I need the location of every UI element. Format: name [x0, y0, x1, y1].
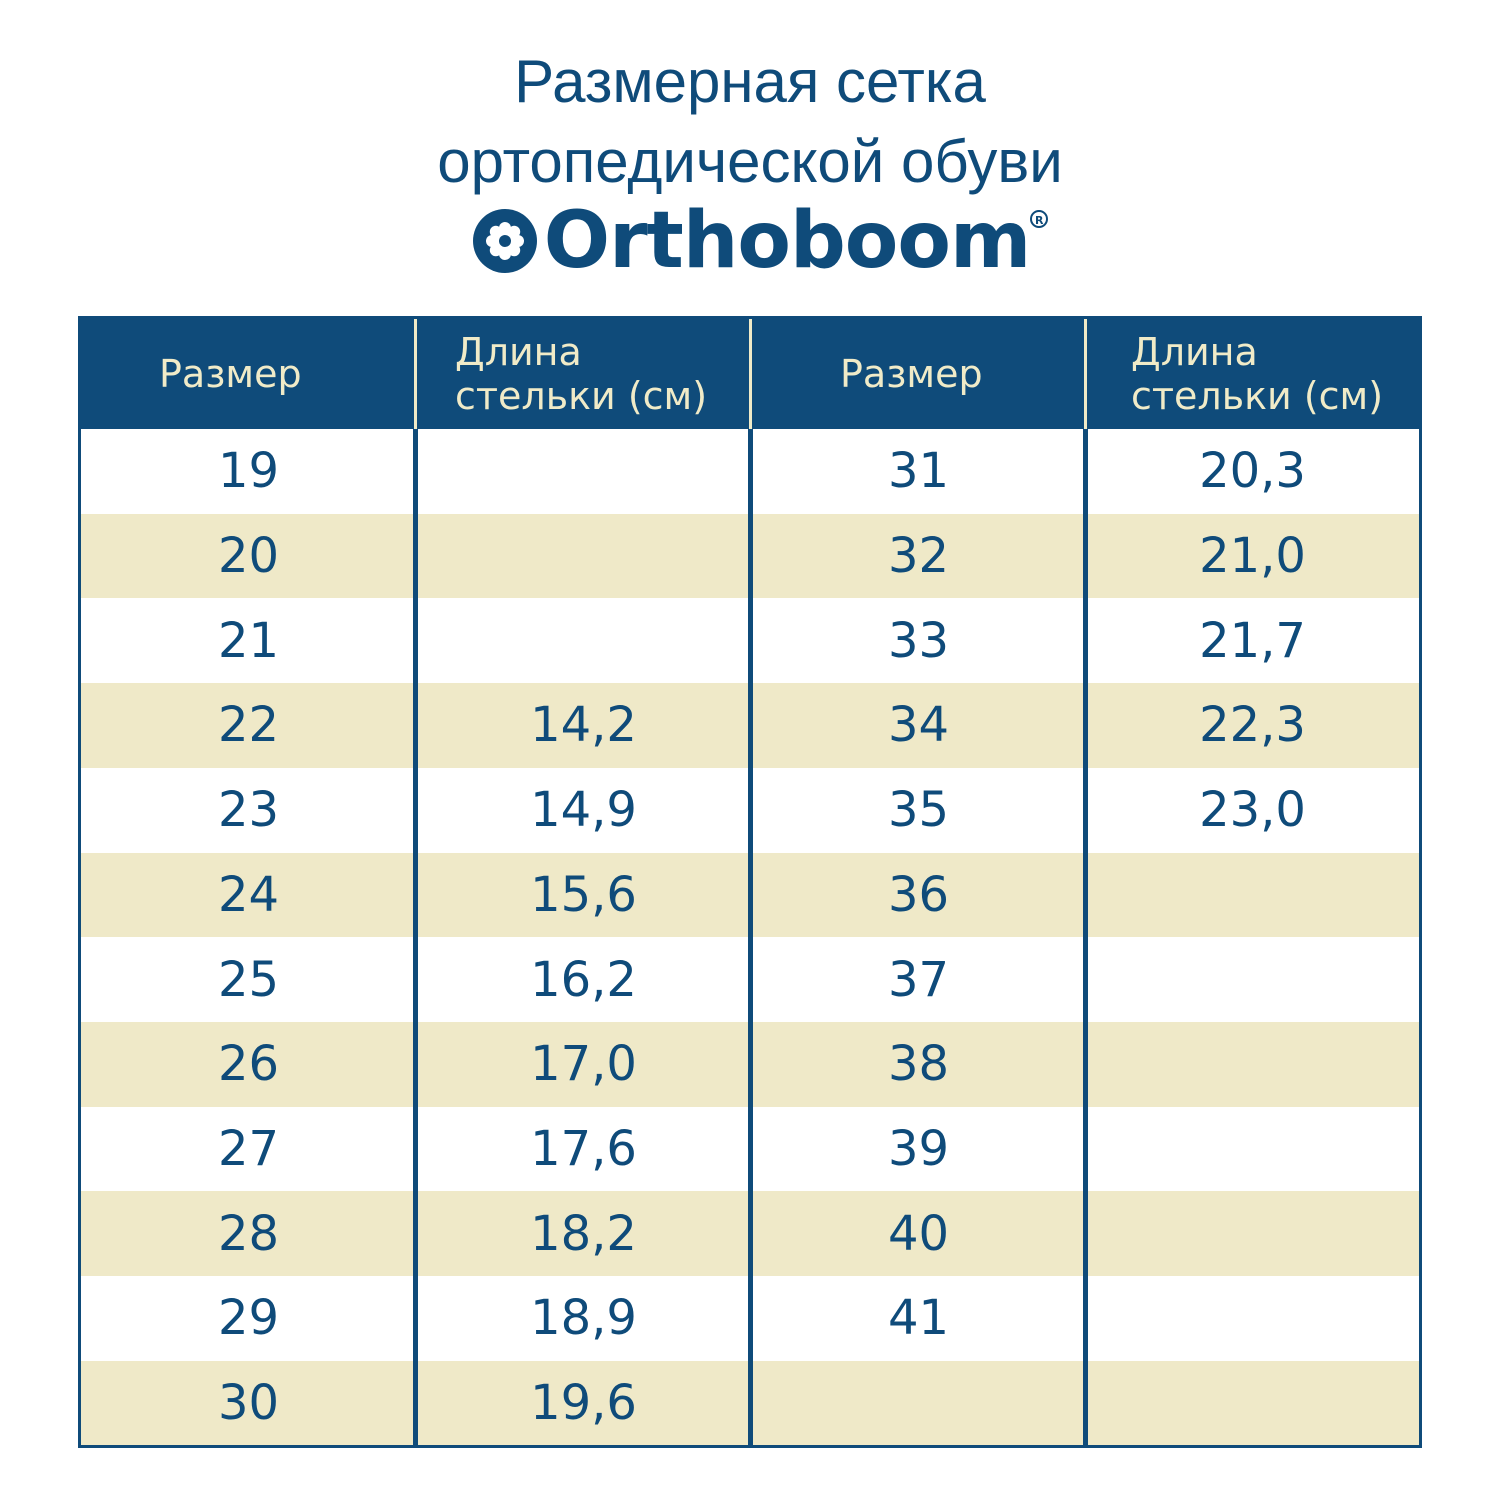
- col-header-length-b: [1089, 319, 1419, 429]
- column-divider: [1083, 319, 1088, 1445]
- table-cell-len-a: 18,9: [530, 1290, 637, 1347]
- table-cell-size-b: 31: [887, 443, 950, 500]
- col-header-size-a: Размер: [159, 352, 302, 396]
- table-cell-size-a: 21: [217, 612, 280, 669]
- table-cell-len-a: 17,6: [530, 1120, 637, 1177]
- table-cell-size-a: 23: [217, 782, 280, 839]
- page-title-line1: Размерная сетка: [514, 48, 986, 115]
- column-divider: [748, 319, 753, 1445]
- header-seam: [414, 319, 417, 429]
- table-cell-len-a: 14,9: [530, 782, 637, 839]
- flower-star-logo-icon: [470, 206, 540, 276]
- col-header-length-b-line1: Длина: [1131, 330, 1258, 374]
- table-cell-len-a: 17,0: [530, 1036, 637, 1093]
- table-cell-len-b: [1086, 1276, 1419, 1361]
- table-cell-len-a: 19,6: [530, 1375, 637, 1432]
- table-cell-size-b: 40: [887, 1205, 950, 1262]
- col-header-length-b-line2: стельки (см): [1131, 374, 1384, 418]
- table-cell-size-a: 25: [217, 951, 280, 1008]
- table-cell-size-b: 33: [887, 612, 950, 669]
- table-cell-size-b: 37: [887, 951, 950, 1008]
- table-cell-size-b: [751, 1361, 1086, 1446]
- table-cell-len-b: [1086, 1191, 1419, 1276]
- table-cell-size-a: 28: [217, 1205, 280, 1262]
- table-cell-len-a: 18,2: [530, 1205, 637, 1262]
- table-cell-size-b: 39: [887, 1120, 950, 1177]
- brand-name: Orthoboom: [543, 196, 1031, 286]
- table-cell-size-b: 32: [887, 528, 950, 585]
- table-cell-len-a: [416, 514, 751, 599]
- table-cell-size-a: 30: [217, 1375, 280, 1432]
- brand-logo: [0, 196, 1500, 286]
- col-header-size-b: Размер: [840, 352, 983, 396]
- table-cell-len-a: 14,2: [530, 697, 637, 754]
- table-cell-size-b: 41: [887, 1290, 950, 1347]
- table-cell-len-b: 21,7: [1199, 612, 1306, 669]
- table-cell-len-b: [1086, 1022, 1419, 1107]
- table-cell-len-a: [416, 598, 751, 683]
- header-seam: [749, 319, 752, 429]
- column-divider: [413, 319, 418, 1445]
- table-cell-size-a: 29: [217, 1290, 280, 1347]
- table-cell-size-a: 22: [217, 697, 280, 754]
- table-cell-size-b: 35: [887, 782, 950, 839]
- page-title-line2: ортопедической обуви: [437, 128, 1063, 195]
- table-cell-size-a: 24: [217, 866, 280, 923]
- table-cell-len-b: 21,0: [1199, 528, 1306, 585]
- table-cell-len-a: [416, 429, 751, 514]
- table-cell-len-b: [1086, 853, 1419, 938]
- table-cell-len-b: 20,3: [1199, 443, 1306, 500]
- table-cell-len-b: [1086, 1361, 1419, 1446]
- table-cell-len-b: 22,3: [1199, 697, 1306, 754]
- col-header-length-a-line1: Длина: [455, 330, 582, 374]
- col-header-length-a: [419, 319, 751, 429]
- registered-mark: R: [1030, 210, 1048, 228]
- col-header-length-a-line2: стельки (см): [455, 374, 708, 418]
- size-table: [78, 316, 1422, 1448]
- table-cell-size-a: 27: [217, 1120, 280, 1177]
- table-cell-size-b: 36: [887, 866, 950, 923]
- table-cell-len-b: [1086, 1107, 1419, 1192]
- table-cell-len-a: 16,2: [530, 951, 637, 1008]
- table-cell-len-b: [1086, 937, 1419, 1022]
- header-seam: [1084, 319, 1087, 429]
- table-cell-size-b: 38: [887, 1036, 950, 1093]
- table-cell-len-b: 23,0: [1199, 782, 1306, 839]
- table-cell-len-a: 15,6: [530, 866, 637, 923]
- table-cell-size-a: 20: [217, 528, 280, 585]
- table-cell-size-b: 34: [887, 697, 950, 754]
- table-cell-size-a: 26: [217, 1036, 280, 1093]
- table-cell-size-a: 19: [217, 443, 280, 500]
